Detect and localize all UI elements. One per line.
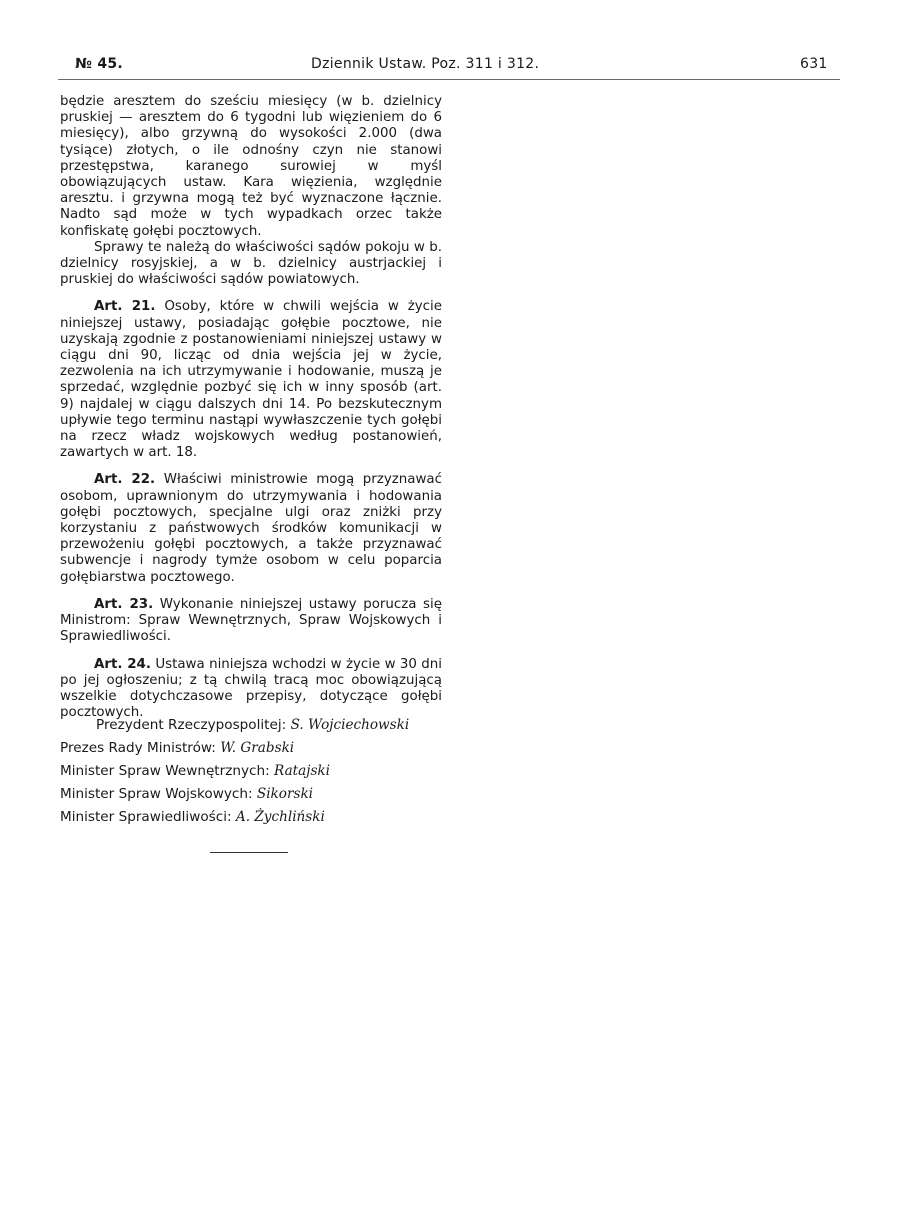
page-number: 631 xyxy=(800,56,828,72)
signature-title: Minister Spraw Wojskowych: xyxy=(60,786,253,802)
article-23 xyxy=(60,597,442,646)
signature-name: Ratajski xyxy=(274,763,331,779)
signature-prime-minister xyxy=(60,740,460,763)
paragraph-continuation: będzie aresztem do sześciu miesięcy (w b. dzielnicy pruskiej — aresztem do 6 tygodni lub więzieniem do 6 miesięcy), albo grzywną do wysokości 2.000 (dwa tysiące) złotych, o ile odnośny czyn nie stanowi przestępstwa, karanego surowiej w myśl obowiązujących ustaw. Kara więzienia, względnie aresztu. i grzywna mogą też być wyznaczone łącznie. Nadto sąd może w tych wypadkach orzec także konfiskatę gołębi pocztowych. xyxy=(60,94,442,239)
signature-title: Prezydent Rzeczypospolitej: xyxy=(96,717,287,733)
signature-name: S. Wojciechowski xyxy=(290,717,410,733)
article-label: Art. 22. xyxy=(94,472,156,488)
article-21 xyxy=(60,299,442,461)
journal-title: Dziennik Ustaw. Poz. 311 i 312. xyxy=(311,56,540,72)
text-column xyxy=(60,94,442,721)
paragraph-jurisdiction: Sprawy te należą do właściwości sądów pokoju w b. dzielnicy rosyjskiej, a w b. dzielnicy austrjackiej i pruskiej do właściwości sądów powiatowych. xyxy=(60,239,442,288)
page-header xyxy=(57,56,837,78)
article-text: Właściwi ministrowie mogą przyznawać osobom, uprawnionym do utrzymywania i hodowania gołębi pocztowych, specjalne ulgi oraz zniżki przy korzystaniu z państwowych środków komunikacji w przewożeniu gołębi pocztowych, a także przyznawać subwencje i nagrody tymże osobom w celu poparcia gołębiarstwa pocztowego. xyxy=(60,472,442,585)
signature-justice-minister xyxy=(60,809,460,832)
article-label: Art. 21. xyxy=(94,299,156,315)
signature-interior-minister xyxy=(60,763,460,786)
signature-title: Minister Spraw Wewnętrznych: xyxy=(60,763,270,779)
signature-name: A. Żychliński xyxy=(235,809,325,825)
article-text: Osoby, które w chwili wejścia w życie niniejszej ustawy, posiadając gołębie pocztowe, nie uzyskają zgodnie z postanowieniami niniejszej ustawy w ciągu dni 90, licząc od dnia wejścia jej w życie, zezwolenia na ich utrzymywanie i hodowanie, muszą je sprzedać, względnie pozbyć się ich w inny sposób (art. 9) najdalej w ciągu dalszych dni 14. Po bezskutecznym upływie tego terminu nastąpi wywłaszczenie tych gołębi na rzecz władz wojskowych według postanowień, zawartych w art. 18. xyxy=(60,299,442,461)
signature-president xyxy=(60,717,460,740)
signature-title: Prezes Rady Ministrów: xyxy=(60,740,216,756)
signature-name: W. Grabski xyxy=(220,740,295,756)
article-label: Art. 23. xyxy=(94,596,154,612)
article-label: Art. 24. xyxy=(94,656,151,672)
closing-rule xyxy=(210,852,288,853)
issue-number: № 45. xyxy=(75,56,124,72)
header-rule xyxy=(58,79,840,80)
article-24 xyxy=(60,657,442,722)
signature-title: Minister Sprawiedliwości: xyxy=(60,809,232,825)
article-text: Wykonanie niniejszej ustawy porucza się Ministrom: Spraw Wewnętrznych, Spraw Wojskowych i Sprawiedliwości. xyxy=(60,596,442,645)
signature-block xyxy=(60,717,460,832)
signature-name: Sikorski xyxy=(256,786,314,802)
signature-military-minister xyxy=(60,786,460,809)
article-text: Ustawa niniejsza wchodzi w życie w 30 dni po jej ogłoszeniu; z tą chwilą tracą moc obowiązującą wszelkie dotychczasowe przepisy, dotyczące gołębi pocztowych. xyxy=(60,656,443,721)
article-22 xyxy=(60,472,442,585)
